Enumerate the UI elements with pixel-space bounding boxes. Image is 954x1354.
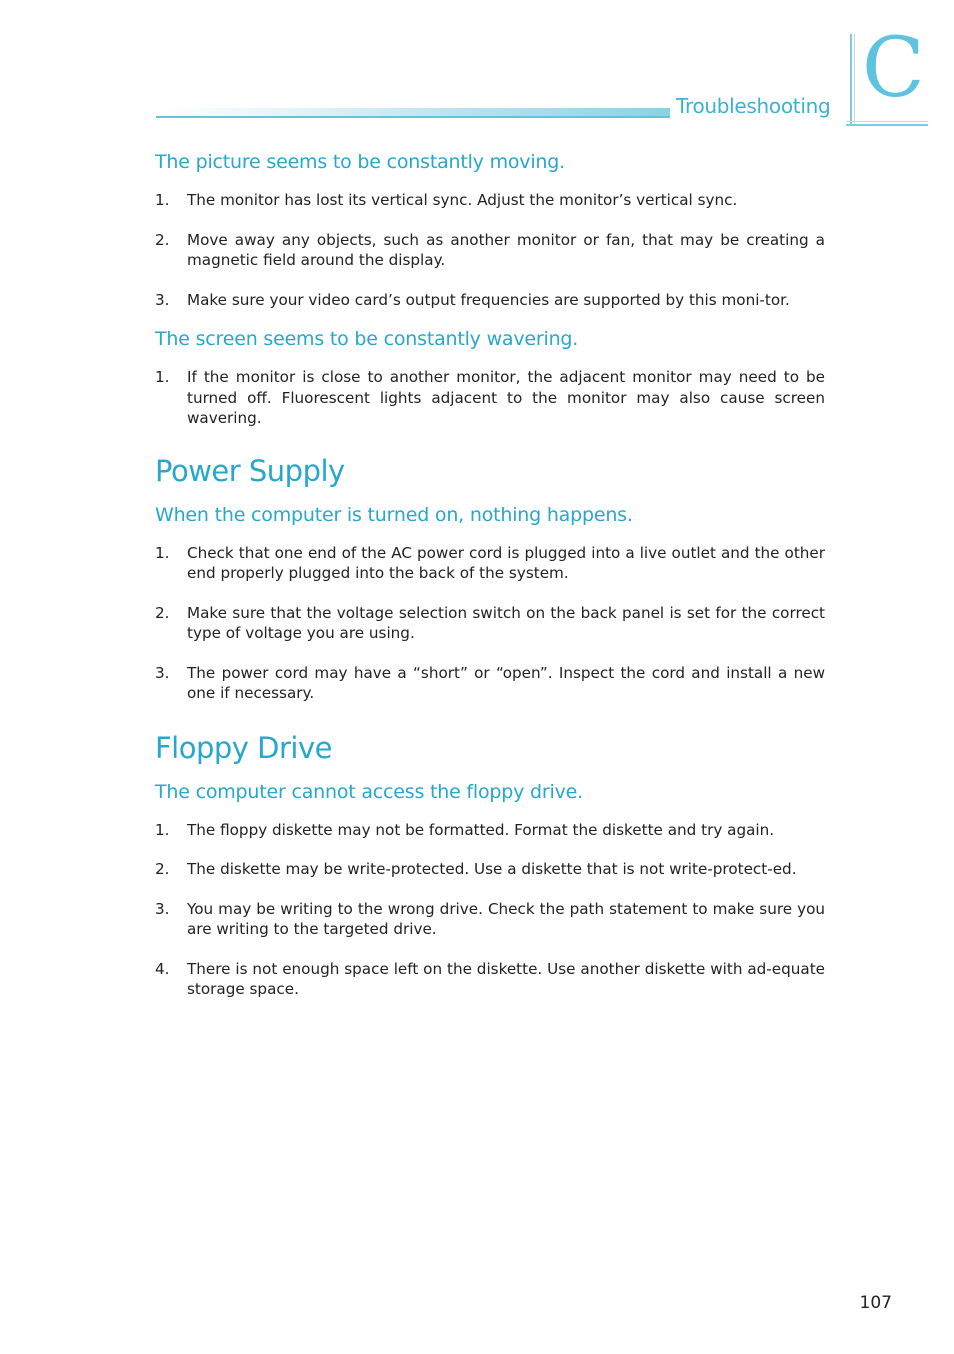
header-section-title: Troubleshooting — [676, 94, 831, 118]
chapter-tab-line — [850, 34, 852, 126]
section-heading-power-supply: Power Supply — [155, 453, 345, 488]
list-item-number: 1. — [155, 543, 170, 562]
list-item-number: 3. — [155, 899, 170, 918]
list-item — [155, 959, 825, 1000]
subheading-picture-moving: The picture seems to be constantly moving. — [155, 151, 565, 173]
list-item-number: 2. — [155, 860, 170, 878]
list-item-number: 4. — [155, 959, 170, 978]
list-item-number: 2. — [155, 230, 170, 249]
list-item-number: 1. — [155, 368, 170, 386]
list-item-text: The monitor has lost its vertical sync. Adjust the monitor’s vertical sync. — [187, 191, 738, 209]
picture-moving-list — [155, 190, 825, 310]
chapter-letter: C — [862, 21, 925, 116]
list-item — [155, 663, 825, 704]
chapter-tab-line — [846, 121, 928, 122]
list-item-number: 1. — [155, 820, 170, 839]
list-item — [155, 543, 825, 584]
floppy-drive-list — [155, 820, 825, 1000]
list-item — [155, 190, 825, 211]
list-item-number: 3. — [155, 663, 170, 682]
list-item — [155, 820, 825, 841]
chapter-tab-line — [854, 34, 855, 126]
subheading-nothing-happens: When the computer is turned on, nothing happens. — [155, 503, 633, 526]
list-item-text: The floppy diskette may not be formatted. Format the diskette and try again. — [187, 820, 775, 839]
list-item — [155, 603, 825, 644]
list-item-text: Check that one end of the AC power cord is plugged into a live outlet and the other end properly plugged into the back of the system. — [187, 543, 825, 582]
list-item — [155, 230, 825, 271]
list-item-text: Make sure your video card’s output frequencies are supported by this moni-tor. — [187, 290, 790, 309]
list-item-text: Make sure that the voltage selection switch on the back panel is set for the correct type of voltage you are using. — [187, 603, 825, 642]
list-item-number: 1. — [155, 191, 170, 209]
subheading-screen-wavering: The screen seems to be constantly wavering. — [155, 328, 579, 350]
page-number: 107 — [859, 1293, 892, 1313]
list-item-text: There is not enough space left on the diskette. Use another diskette with ad-equate storage space. — [187, 959, 825, 998]
header-rule — [156, 108, 670, 118]
chapter-tab — [846, 21, 928, 126]
power-supply-list — [155, 543, 825, 704]
list-item — [155, 290, 825, 311]
chapter-tab-line — [846, 124, 928, 126]
list-item — [155, 859, 825, 880]
list-item-text: You may be writing to the wrong drive. Check the path statement to make sure you are writing to the targeted drive. — [187, 899, 825, 938]
section-heading-floppy-drive: Floppy Drive — [155, 730, 332, 765]
list-item-text: The power cord may have a “short” or “open”. Inspect the cord and install a new one if necessary. — [187, 663, 825, 702]
list-item-number: 3. — [155, 290, 170, 309]
screen-wavering-list — [155, 367, 825, 429]
list-item-text: If the monitor is close to another monitor, the adjacent monitor may need to be turned off. Fluorescent lights adjacent to the monitor may also cause screen wavering. — [187, 368, 825, 427]
list-item — [155, 367, 825, 429]
subheading-cannot-access-floppy: The computer cannot access the floppy drive. — [155, 780, 583, 803]
list-item-text: Move away any objects, such as another monitor or fan, that may be creating a magnetic field around the display. — [187, 230, 825, 269]
page-content — [155, 148, 825, 1000]
list-item-text: The diskette may be write-protected. Use a diskette that is not write-protect-ed. — [187, 860, 797, 878]
list-item-number: 2. — [155, 603, 170, 622]
list-item — [155, 899, 825, 940]
